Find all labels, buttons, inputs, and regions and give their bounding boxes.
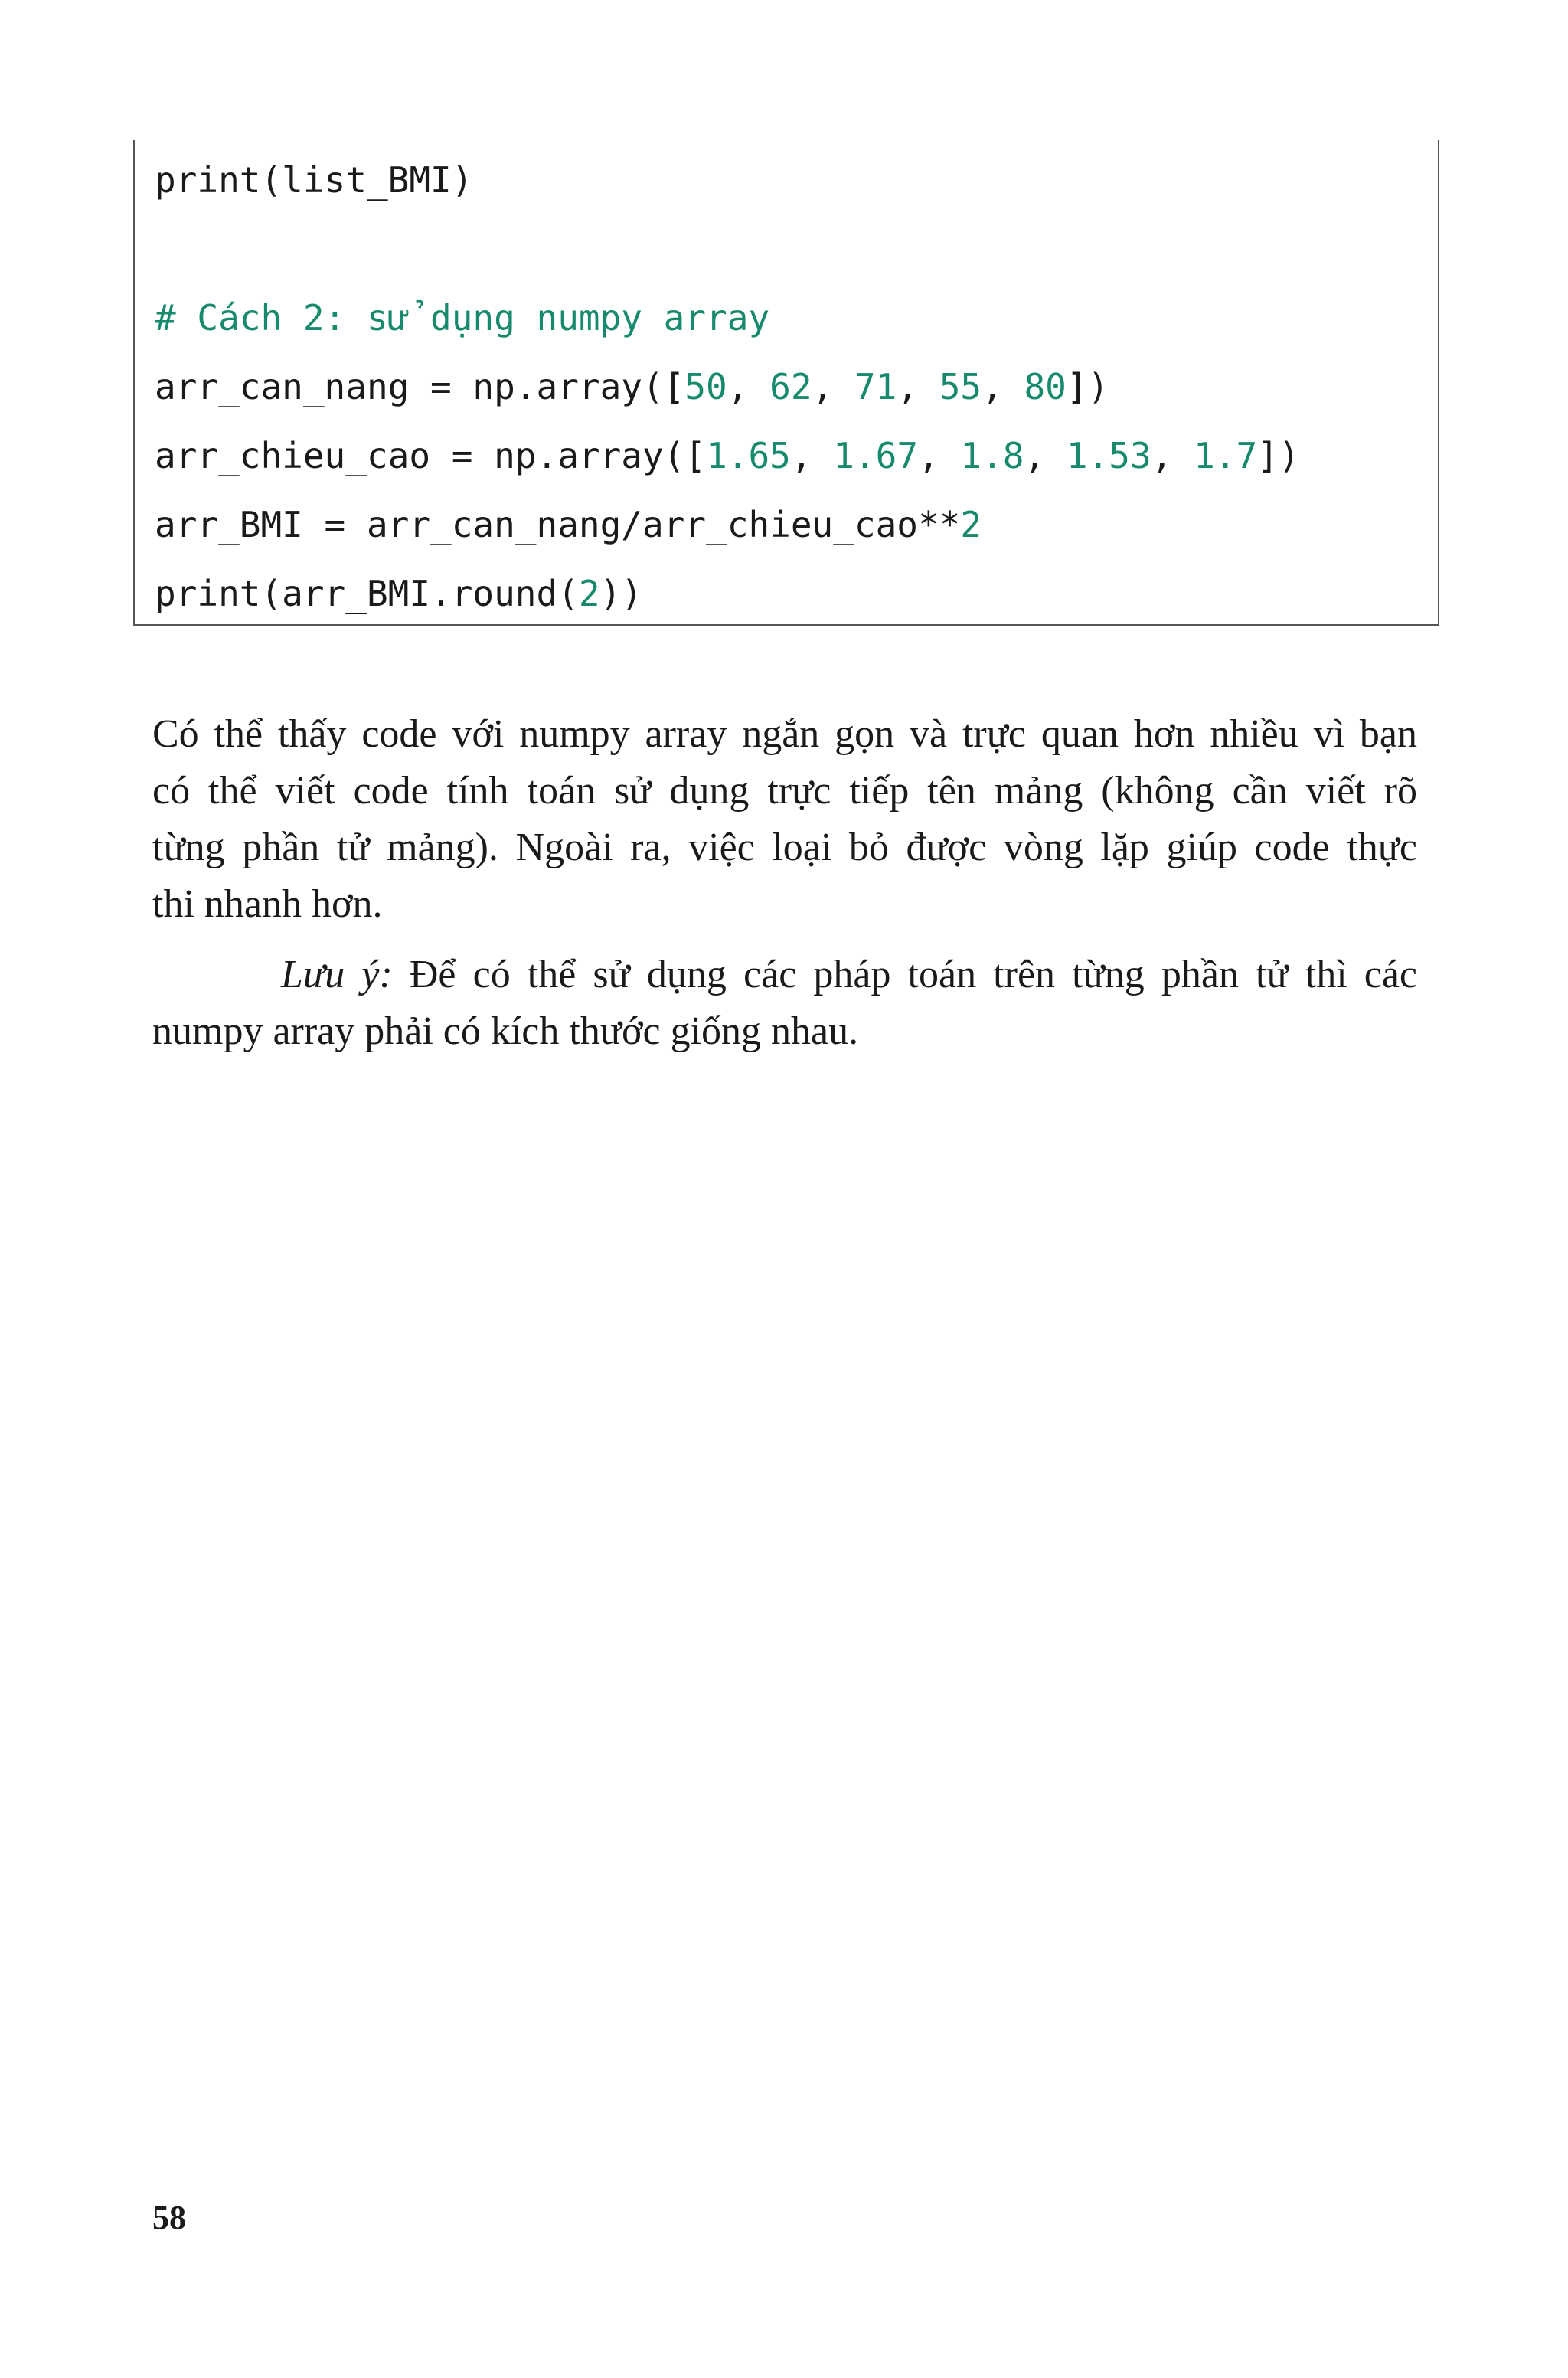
code-text: , [982, 366, 1024, 407]
paragraph-line: có thể viết code tính toán sử dụng trực tiếp tên mảng (không cần viết rõ [152, 769, 1417, 813]
code-number: 2 [960, 504, 982, 545]
code-text: , [918, 435, 961, 476]
code-text: ]) [1066, 366, 1109, 407]
code-text: , [812, 366, 854, 407]
code-number: 80 [1024, 366, 1067, 407]
note-label: Lưu ý: [281, 953, 393, 996]
code-number: 2 [578, 573, 600, 614]
code-number: 50 [684, 366, 727, 407]
note-text: Để có thể sử dụng các pháp toán trên từng phần tử thì các [392, 953, 1417, 996]
code-comment: # Cách 2: sử dụng numpy array [155, 297, 770, 339]
code-text: print(arr_BMI.round( [155, 573, 579, 614]
code-line [155, 295, 769, 341]
paragraph-line: Có thể thấy code với numpy array ngắn gọn và trực quan hơn nhiều vì bạn [152, 712, 1417, 756]
code-text: print(list_BMI) [155, 159, 473, 201]
code-text: , [897, 366, 939, 407]
note-line [152, 947, 1417, 1003]
code-number: 1.8 [960, 435, 1024, 476]
code-text: arr_chieu_cao = np.array([ [155, 435, 707, 476]
code-line [155, 433, 1300, 479]
page-number: 58 [152, 2199, 186, 2236]
code-number: 1.53 [1066, 435, 1152, 476]
code-number: 1.67 [833, 435, 919, 476]
code-text: , [727, 366, 770, 407]
code-line [155, 502, 982, 548]
code-text: , [1024, 435, 1067, 476]
code-text: ]) [1257, 435, 1300, 476]
code-line [155, 571, 642, 617]
code-number: 71 [854, 366, 897, 407]
code-text: , [1151, 435, 1194, 476]
code-text: )) [599, 573, 642, 614]
paragraph-note [152, 947, 1417, 1060]
code-block [133, 140, 1439, 626]
code-line [155, 364, 1109, 410]
code-number: 1.7 [1194, 435, 1258, 476]
code-number: 62 [769, 366, 812, 407]
paragraph-line: từng phần tử mảng). Ngoài ra, việc loại bỏ được vòng lặp giúp code thực [152, 826, 1417, 869]
note-line: numpy array phải có kích thước giống nhau. [152, 1009, 859, 1053]
code-line [155, 157, 472, 203]
paragraph-numpy-benefits [152, 706, 1417, 933]
code-text: , [790, 435, 834, 476]
paragraph-line: thi nhanh hơn. [152, 882, 383, 926]
code-number: 1.65 [706, 435, 791, 476]
code-number: 55 [939, 366, 982, 407]
code-text: arr_can_nang = np.array([ [155, 366, 685, 407]
code-text: arr_BMI = arr_can_nang/arr_chieu_cao** [155, 504, 961, 545]
